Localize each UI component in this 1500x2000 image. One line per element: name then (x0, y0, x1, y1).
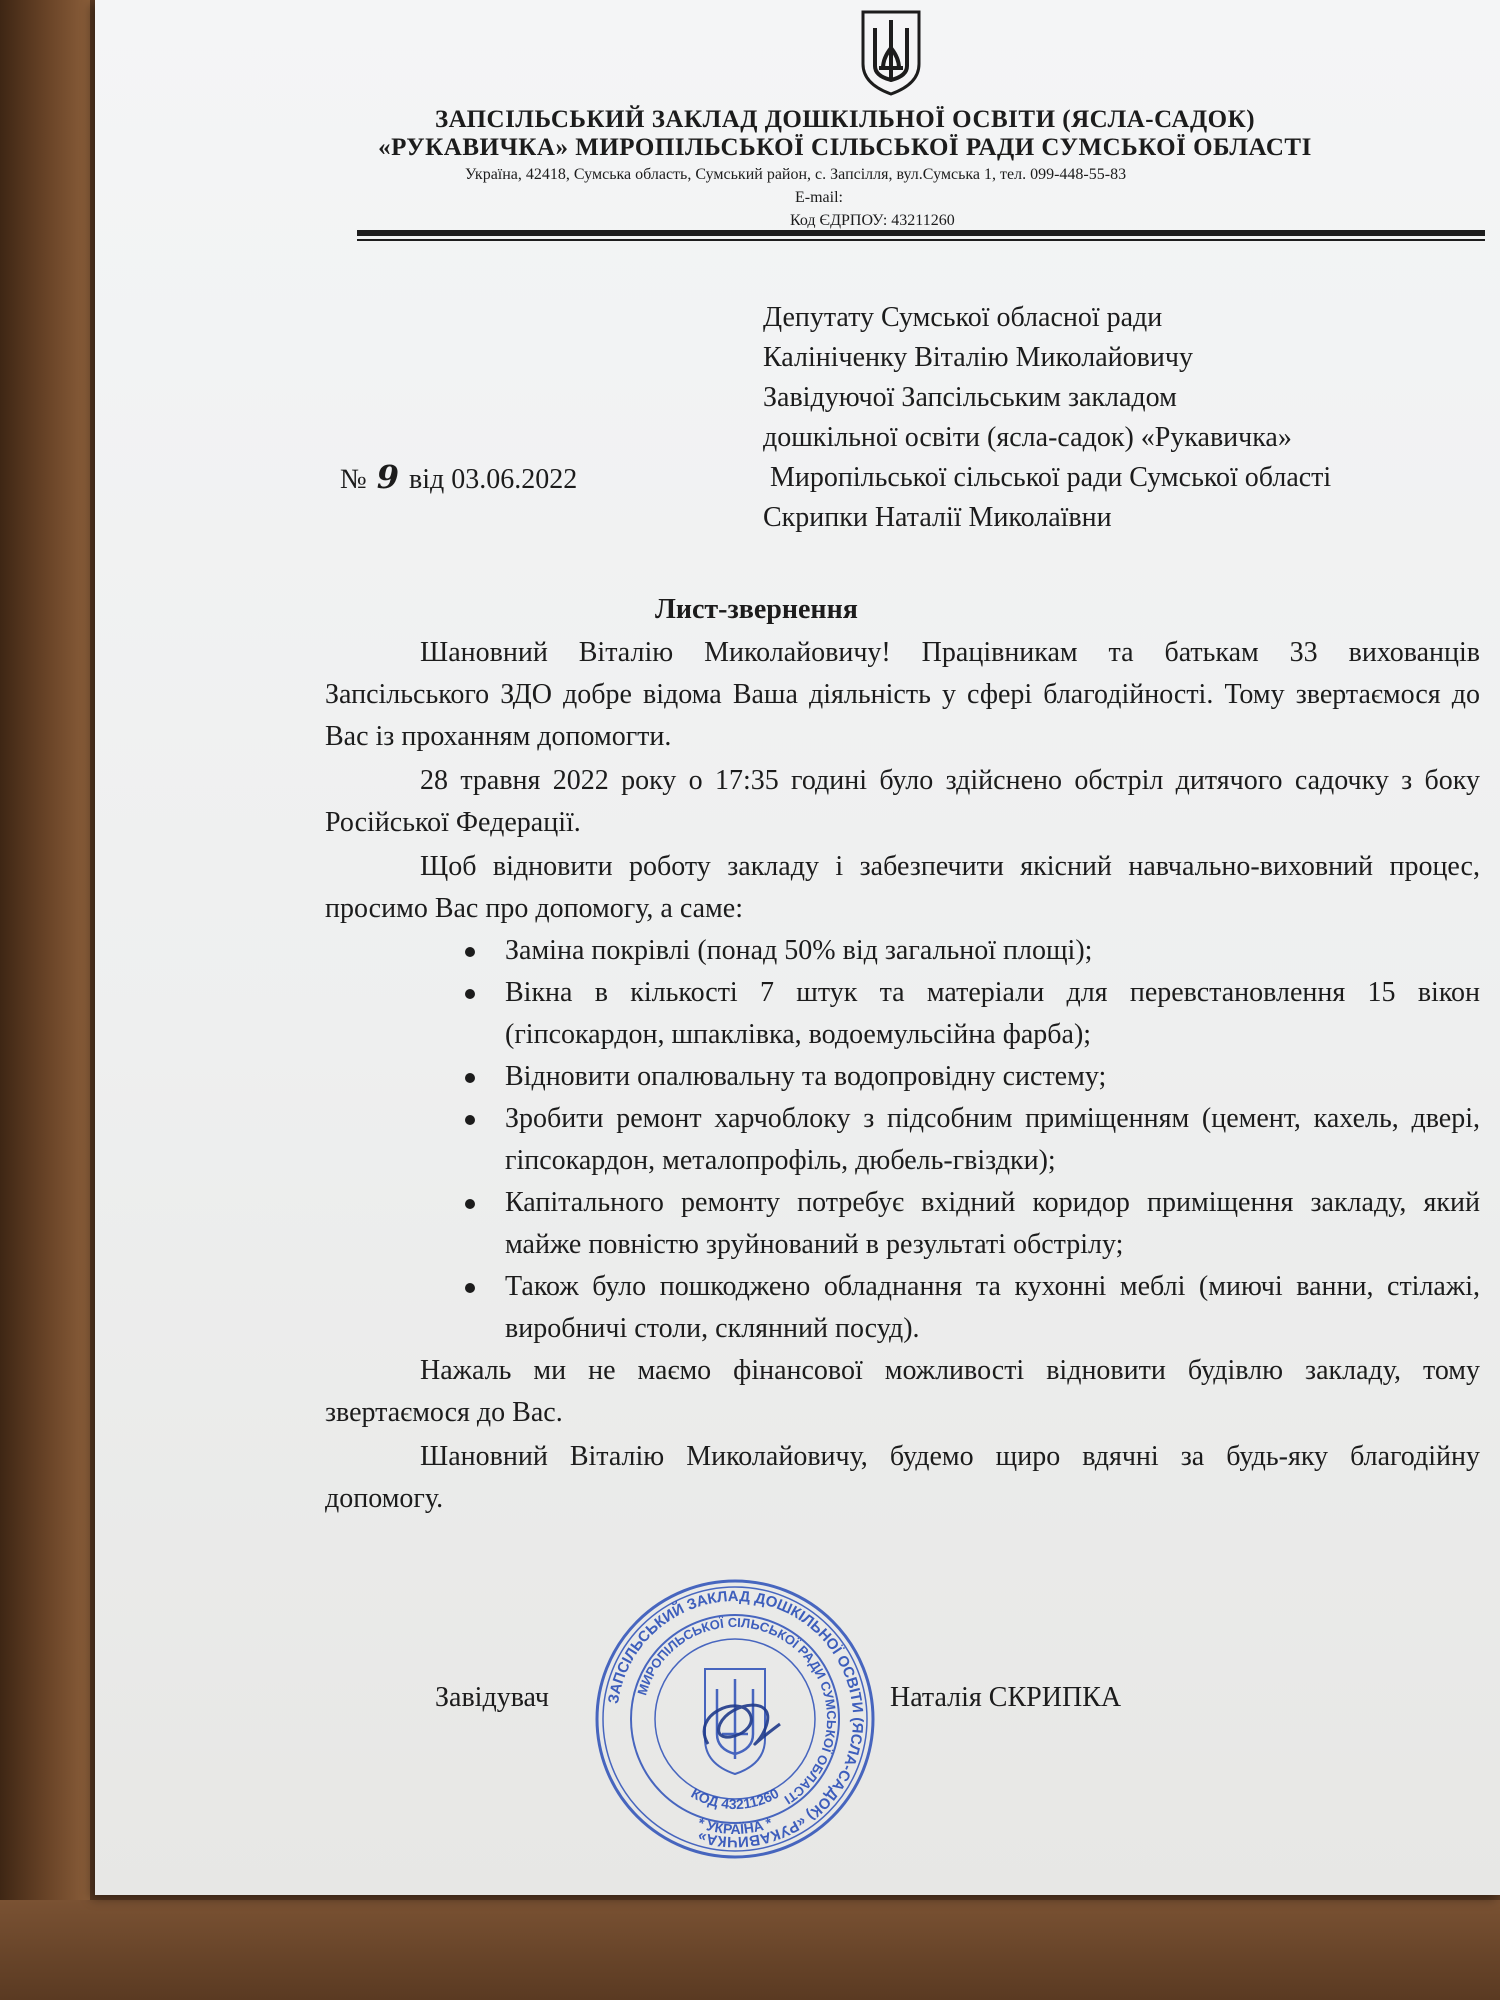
desk-surface-bottom (0, 1900, 1500, 2000)
addressee-line: Депутату Сумської обласної ради (763, 302, 1163, 333)
tryzub-icon (857, 8, 925, 96)
addressee-line: Завідуючої Запсільським закладом (763, 382, 1177, 413)
org-address: Україна, 42418, Сумська область, Сумський район, с. Запсілля, вул.Сумська 1, тел. 099-448-55-83 (465, 166, 1127, 183)
stamp-code-text: КОД 43211260 (688, 1784, 782, 1813)
body-paragraph: Шановний Віталію Миколайовичу, будемо щиро вдячні за будь-яку благодійну допомогу. (325, 1441, 1480, 1514)
org-code: Код ЄДРПОУ: 43211260 (790, 212, 955, 229)
document-number (340, 458, 577, 496)
body-paragraph: Шановний Віталію Миколайовичу! Працівникам та батькам 33 вихованців Запсільського ЗДО добре відома Ваша діяльність у сфері благодійності. Тому звертаємося до Вас із проханням допомогти. (325, 637, 1480, 752)
addressee-line: дошкільної освіти (ясла-садок) «Рукавичка» (763, 422, 1292, 453)
svg-text:МИРОПІЛЬСЬКОЇ СІЛЬСЬКОЇ РАДИ С (634, 1615, 839, 1808)
handwritten-signature (704, 1705, 780, 1744)
number-sign: № (340, 464, 367, 495)
addressee-line: Калініченку Віталію Миколайовичу (763, 342, 1193, 373)
official-stamp (590, 1574, 880, 1864)
list-item: Капітального ремонту потребує вхідний коридор приміщення закладу, який майже повністю зруйнований в результаті обстрілу; (465, 1182, 1480, 1266)
stamp-outer-text: ЗАПСІЛЬСЬКИЙ ЗАКЛАД ДОШКІЛЬНОЇ ОСВІТИ (ЯСЛА-САДОК) «РУКАВИЧКА» (605, 1587, 867, 1851)
org-name-line2: «РУКАВИЧКА» МИРОПІЛЬСЬКОЇ СІЛЬСЬКОЇ РАДИ СУМСЬКОЇ ОБЛАСТІ (378, 134, 1312, 161)
header-rule-thin (357, 239, 1485, 241)
needs-list (325, 930, 1480, 1350)
letter-page (95, 0, 1500, 1895)
signature-role: Завідувач (435, 1682, 549, 1713)
addressee-line: Миропільської сільської ради Сумської області (763, 462, 1332, 493)
list-item: Вікна в кількості 7 штук та матеріали для перевстановлення 15 вікон (гіпсокардон, шпаклівка, водоемульсійна фарба); (465, 972, 1480, 1056)
signature-name: Наталія СКРИПКА (890, 1682, 1122, 1713)
addressee-block (763, 298, 1331, 538)
list-item: Заміна покрівлі (понад 50% від загальної площі); (465, 930, 1480, 972)
body-paragraph: Щоб відновити роботу закладу і забезпечити якісний навчально-виховний процес, просимо Вас про допомогу, а саме: (325, 851, 1480, 924)
org-email: E-mail: (795, 189, 843, 206)
stamp-inner-text: МИРОПІЛЬСЬКОЇ СІЛЬСЬКОЇ РАДИ СУМСЬКОЇ ОБЛАСТІ (634, 1614, 840, 1808)
body-paragraph: 28 травня 2022 року о 17:35 годині було здійснено обстріл дитячого садочку з боку Російської Федерації. (325, 765, 1480, 838)
header-rule-thick (357, 230, 1485, 236)
list-item: Відновити опалювальну та водопровідну систему; (465, 1056, 1480, 1098)
org-name-line1: ЗАПСІЛЬСЬКИЙ ЗАКЛАД ДОШКІЛЬНОЇ ОСВІТИ (ЯСЛА-САДОК) (434, 106, 1256, 133)
letter-title: Лист-звернення (655, 594, 858, 625)
svg-text:КОД 43211260 (689, 1785, 782, 1812)
letter-body (325, 632, 1480, 1520)
desk-surface-left (0, 0, 90, 2000)
handwritten-number: 9 (376, 458, 399, 496)
addressee-line: Скрипки Наталії Миколаївни (763, 502, 1112, 533)
document-date: від 03.06.2022 (408, 464, 578, 495)
stamp-country-text: * УКРАЇНА * (695, 1814, 775, 1838)
list-item: Також було пошкоджено обладнання та кухонні меблі (миючі ванни, стілажі, виробничі столи, склянний посуд). (465, 1266, 1480, 1350)
body-paragraph: Нажаль ми не маємо фінансової можливості відновити будівлю закладу, тому звертаємося до Вас. (325, 1355, 1480, 1428)
list-item: Зробити ремонт харчоблоку з підсобним приміщенням (цемент, кахель, двері, гіпсокардон, металопрофіль, дюбель-гвіздки); (465, 1098, 1480, 1182)
